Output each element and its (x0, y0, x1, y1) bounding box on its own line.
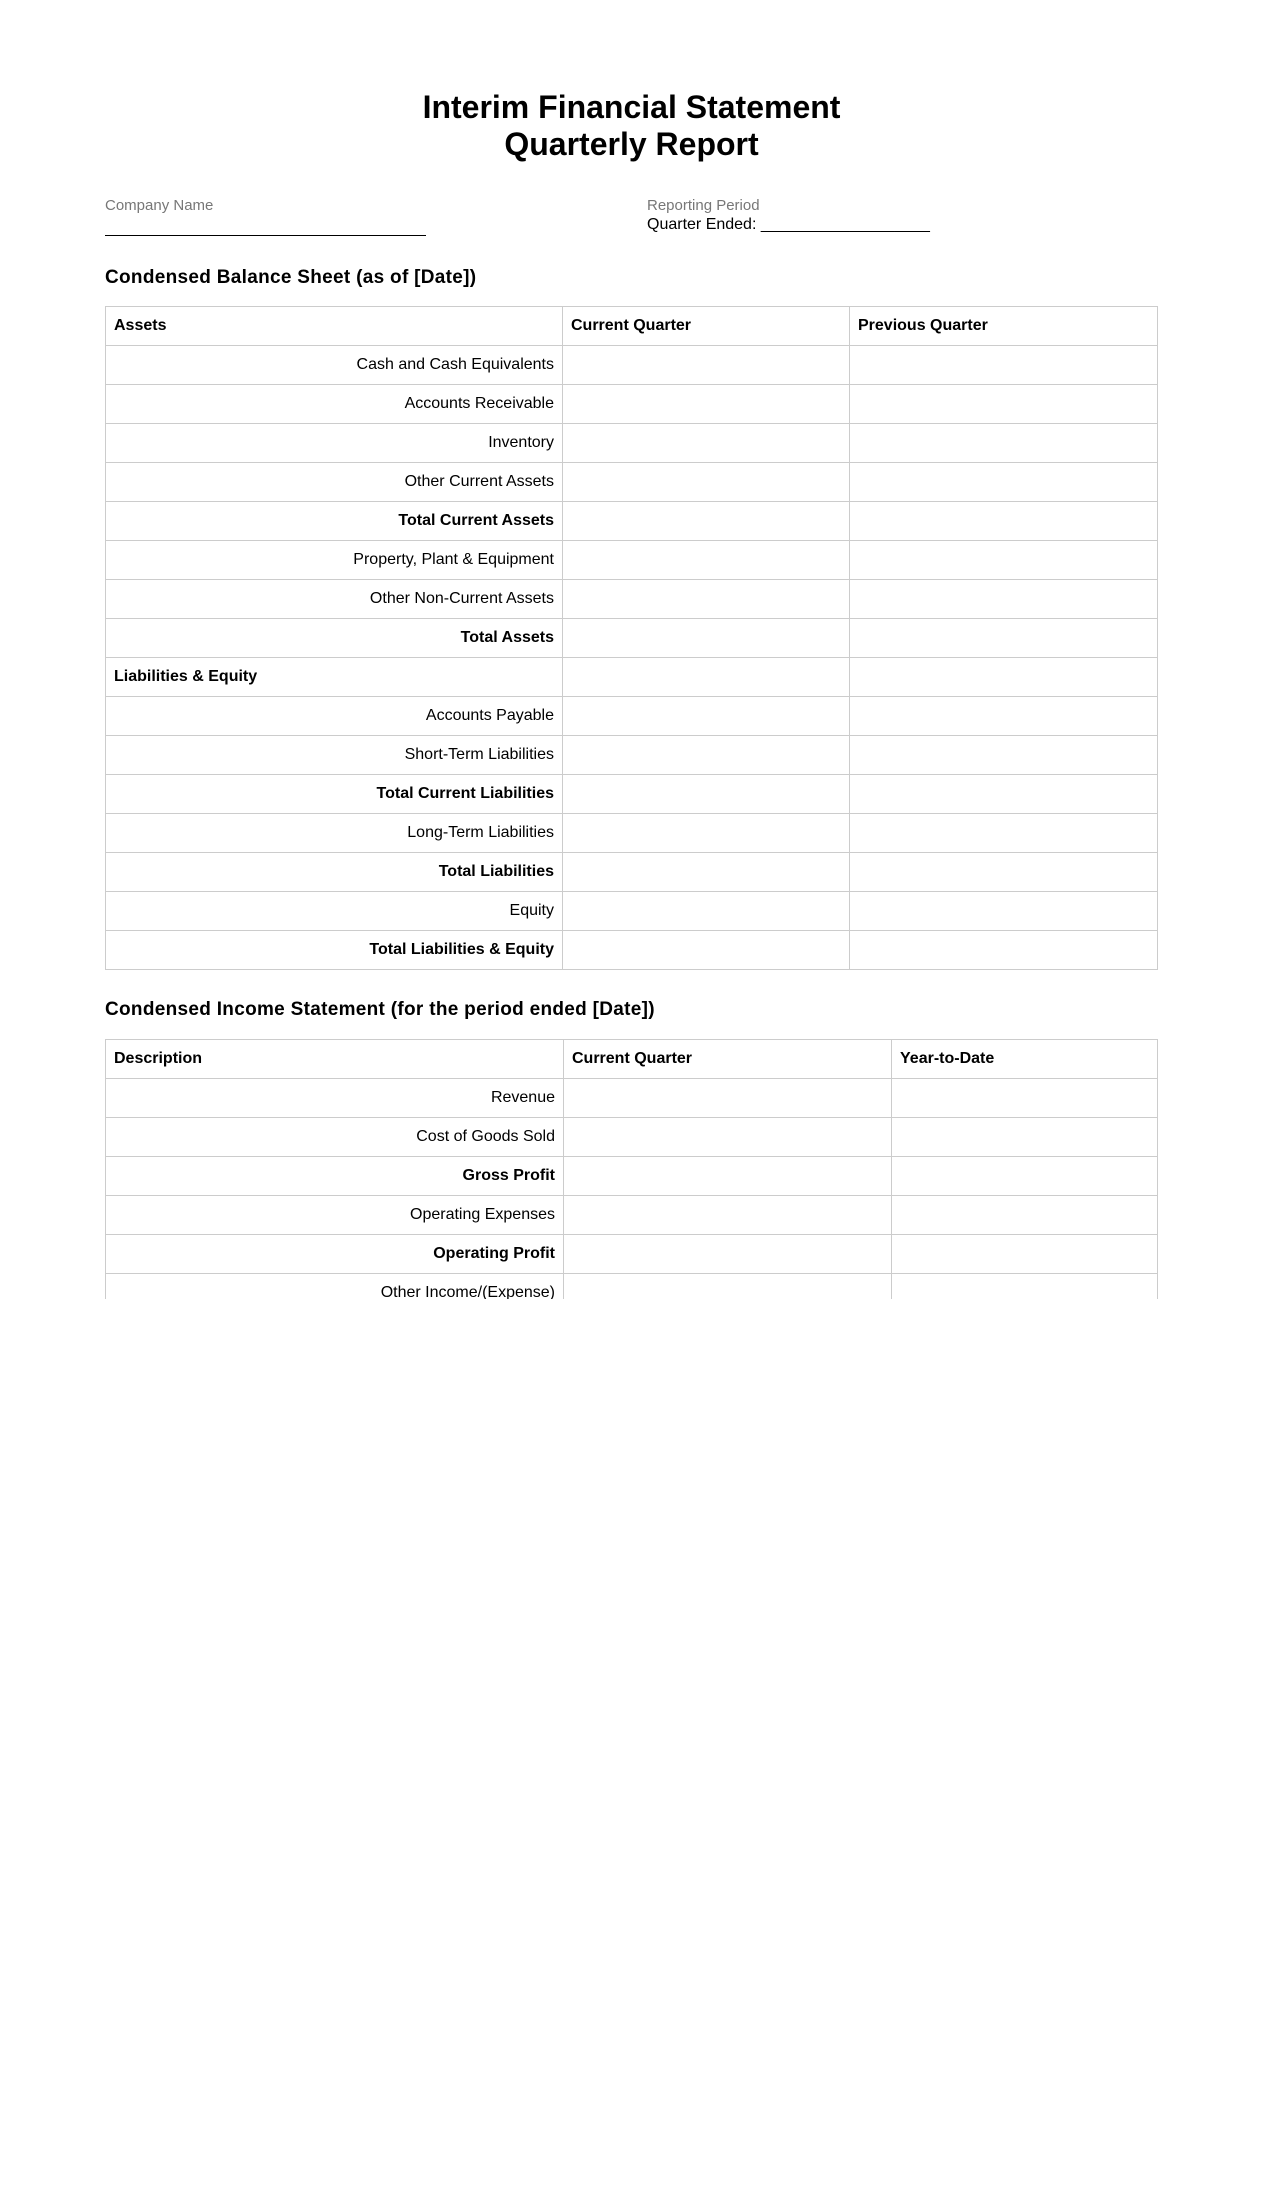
row-label-cell: Other Current Assets (106, 463, 563, 502)
current-value-cell[interactable] (564, 1118, 892, 1157)
table-row (106, 541, 1158, 580)
current-value-cell[interactable] (564, 1274, 892, 1300)
current-value-cell[interactable] (563, 736, 850, 775)
previous-value-cell[interactable] (850, 619, 1158, 658)
current-value-cell[interactable] (563, 619, 850, 658)
row-label-cell: Cash and Cash Equivalents (106, 346, 563, 385)
balance-sheet-title: Condensed Balance Sheet (as of [Date]) (105, 267, 477, 288)
current-value-cell[interactable] (564, 1157, 892, 1196)
current-value-cell[interactable] (563, 658, 850, 697)
table-row (106, 463, 1158, 502)
balance-sheet-table (105, 306, 1158, 970)
current-value-cell[interactable] (563, 424, 850, 463)
previous-value-cell[interactable] (850, 736, 1158, 775)
row-label-cell: Long-Term Liabilities (106, 814, 563, 853)
table-row (106, 1118, 1158, 1157)
current-value-cell[interactable] (563, 931, 850, 970)
current-value-cell[interactable] (564, 1196, 892, 1235)
previous-value-cell[interactable] (850, 892, 1158, 931)
column-header-current-quarter: Current Quarter (563, 307, 850, 346)
income-statement-title: Condensed Income Statement (for the period ended [Date]) (105, 999, 655, 1020)
current-value-cell[interactable] (563, 502, 850, 541)
row-label-cell: Total Liabilities & Equity (106, 931, 563, 970)
row-label-cell: Inventory (106, 424, 563, 463)
column-header-description: Description (106, 1040, 564, 1079)
table-row (106, 1235, 1158, 1274)
previous-value-cell[interactable] (850, 931, 1158, 970)
ytd-value-cell[interactable] (892, 1274, 1158, 1300)
previous-value-cell[interactable] (850, 775, 1158, 814)
current-value-cell[interactable] (563, 853, 850, 892)
row-label-cell: Total Current Assets (106, 502, 563, 541)
table-row (106, 853, 1158, 892)
table-row (106, 892, 1158, 931)
title-line-2: Quarterly Report (504, 126, 759, 162)
row-label-cell: Short-Term Liabilities (106, 736, 563, 775)
table-row (106, 385, 1158, 424)
previous-value-cell[interactable] (850, 580, 1158, 619)
ytd-value-cell[interactable] (892, 1196, 1158, 1235)
company-name-label: Company Name (105, 197, 214, 214)
table-row (106, 775, 1158, 814)
table-row (106, 658, 1158, 697)
row-label-cell: Gross Profit (106, 1157, 564, 1196)
table-row (106, 814, 1158, 853)
row-label-cell: Total Liabilities (106, 853, 563, 892)
income-statement-table (105, 1039, 1158, 1299)
title-line-1: Interim Financial Statement (422, 89, 841, 125)
current-value-cell[interactable] (563, 463, 850, 502)
previous-value-cell[interactable] (850, 385, 1158, 424)
table-row (106, 1157, 1158, 1196)
document-title (0, 89, 1263, 163)
table-row (106, 502, 1158, 541)
previous-value-cell[interactable] (850, 424, 1158, 463)
company-name-input-line[interactable] (105, 215, 426, 236)
table-row (106, 697, 1158, 736)
row-label-cell: Total Current Liabilities (106, 775, 563, 814)
ytd-value-cell[interactable] (892, 1157, 1158, 1196)
table-row (106, 1079, 1158, 1118)
ytd-value-cell[interactable] (892, 1235, 1158, 1274)
row-label-cell: Property, Plant & Equipment (106, 541, 563, 580)
quarter-ended-field[interactable]: Quarter Ended: ___________________ (647, 216, 930, 233)
reporting-period-field-group (647, 197, 930, 235)
column-header-current-quarter: Current Quarter (564, 1040, 892, 1079)
previous-value-cell[interactable] (850, 658, 1158, 697)
current-value-cell[interactable] (564, 1079, 892, 1118)
column-header-assets: Assets (106, 307, 563, 346)
row-label-cell: Cost of Goods Sold (106, 1118, 564, 1157)
row-label-cell: Other Income/(Expense) (106, 1274, 564, 1300)
company-name-field-group (105, 197, 426, 236)
row-label-cell: Other Non-Current Assets (106, 580, 563, 619)
table-row (106, 346, 1158, 385)
table-row (106, 1196, 1158, 1235)
section-header-cell: Liabilities & Equity (106, 658, 563, 697)
row-label-cell: Equity (106, 892, 563, 931)
ytd-value-cell[interactable] (892, 1118, 1158, 1157)
previous-value-cell[interactable] (850, 814, 1158, 853)
previous-value-cell[interactable] (850, 541, 1158, 580)
row-label-cell: Operating Expenses (106, 1196, 564, 1235)
row-label-cell: Revenue (106, 1079, 564, 1118)
column-header-previous-quarter: Previous Quarter (850, 307, 1158, 346)
current-value-cell[interactable] (563, 892, 850, 931)
current-value-cell[interactable] (563, 385, 850, 424)
table-row (106, 1274, 1158, 1300)
previous-value-cell[interactable] (850, 502, 1158, 541)
table-row (106, 580, 1158, 619)
current-value-cell[interactable] (563, 346, 850, 385)
table-row (106, 736, 1158, 775)
current-value-cell[interactable] (563, 775, 850, 814)
table-row (106, 619, 1158, 658)
row-label-cell: Accounts Receivable (106, 385, 563, 424)
current-value-cell[interactable] (563, 541, 850, 580)
current-value-cell[interactable] (563, 580, 850, 619)
previous-value-cell[interactable] (850, 853, 1158, 892)
previous-value-cell[interactable] (850, 346, 1158, 385)
row-label-cell: Total Assets (106, 619, 563, 658)
table-row (106, 931, 1158, 970)
current-value-cell[interactable] (563, 814, 850, 853)
row-label-cell: Accounts Payable (106, 697, 563, 736)
previous-value-cell[interactable] (850, 697, 1158, 736)
current-value-cell[interactable] (564, 1235, 892, 1274)
balance-sheet-header-row (106, 307, 1158, 346)
income-statement-header-row (106, 1040, 1158, 1079)
row-label-cell: Operating Profit (106, 1235, 564, 1274)
ytd-value-cell[interactable] (892, 1079, 1158, 1118)
column-header-year-to-date: Year-to-Date (892, 1040, 1158, 1079)
table-row (106, 424, 1158, 463)
current-value-cell[interactable] (563, 697, 850, 736)
reporting-period-label: Reporting Period (647, 197, 760, 214)
previous-value-cell[interactable] (850, 463, 1158, 502)
